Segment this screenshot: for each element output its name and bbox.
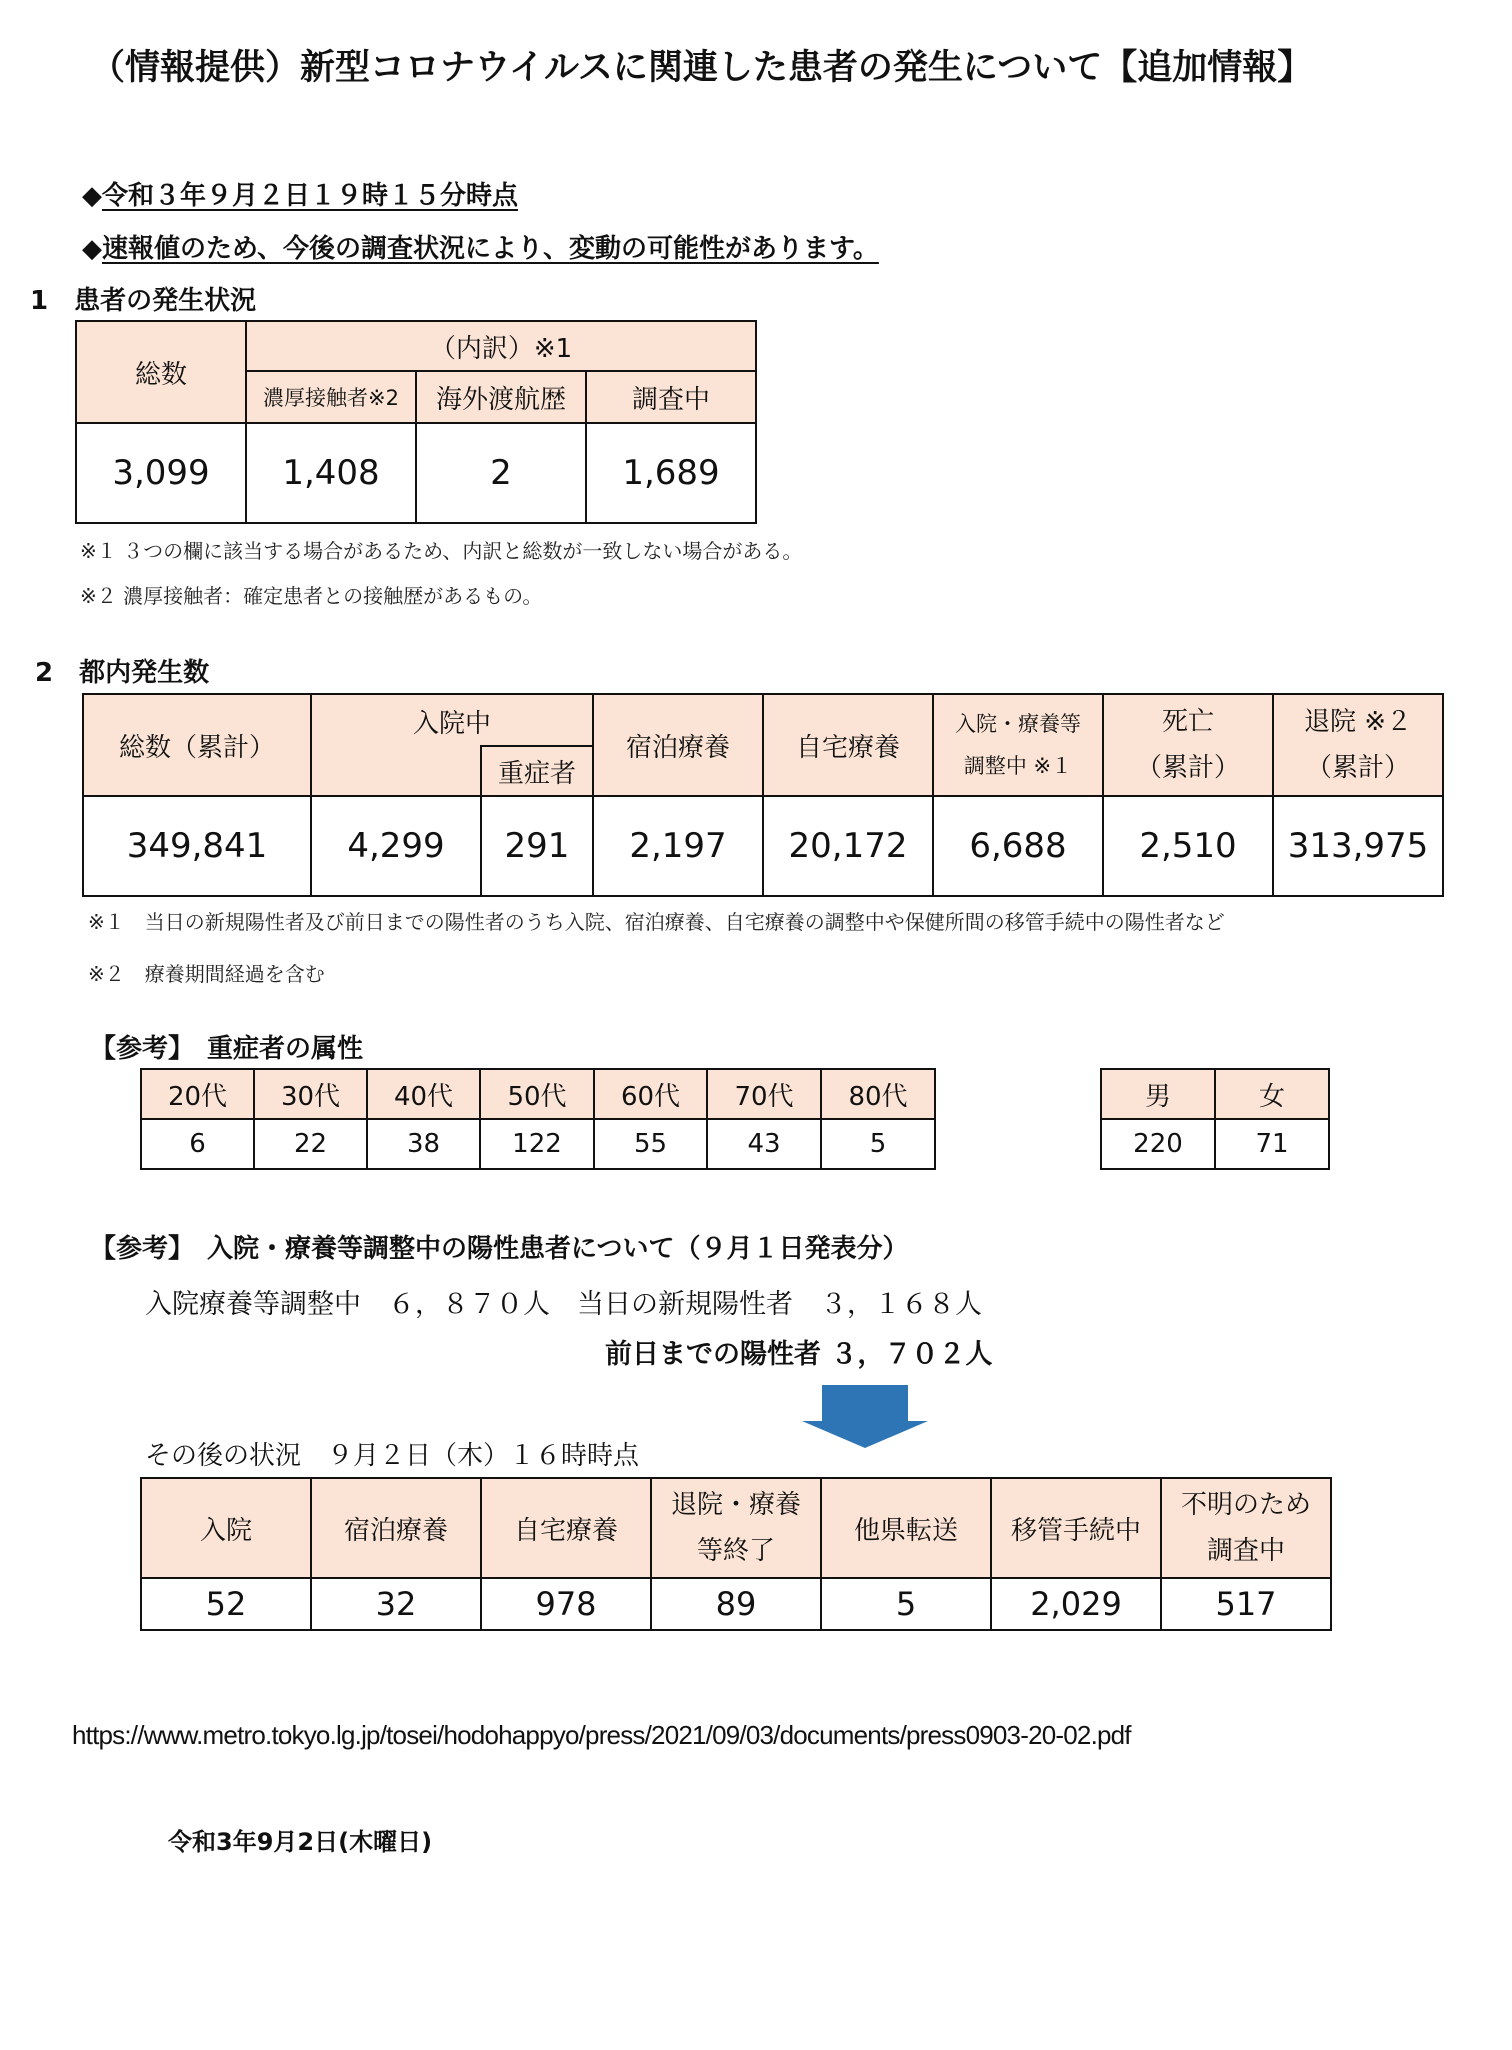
hotel-care-value: 2,197 — [593, 796, 763, 896]
asof-text: 令和３年９月２日１９時１５分時点 — [102, 181, 519, 211]
after-status-header — [1161, 1478, 1331, 1578]
footnote: ※１ 当日の新規陽性者及び前日までの陽性者のうち入院、宿泊療養、自宅療養の調整中や保健所間の移管手続中の陽性者など — [88, 910, 1225, 934]
diamond-icon: ◆ — [82, 181, 102, 211]
age-header: 40代 — [367, 1069, 480, 1119]
age-value: 5 — [821, 1119, 935, 1169]
after-status-value: 517 — [1161, 1578, 1331, 1630]
footnote: ※１ ３つの欄に該当する場合があるため、内訳と総数が一致しない場合がある。 — [80, 539, 803, 563]
after-status-value: 5 — [821, 1578, 991, 1630]
overseas-header: 海外渡航歴 — [416, 371, 586, 423]
age-value: 22 — [254, 1119, 367, 1169]
prelim-text: 速報値のため、今後の調査状況により、変動の可能性があります。 — [102, 234, 879, 264]
prelim-note — [82, 228, 879, 265]
patient-status-table — [75, 320, 757, 524]
age-header: 30代 — [254, 1069, 367, 1119]
after-status-value: 978 — [481, 1578, 651, 1630]
after-status-label: その後の状況 ９月２日（木）１６時時点 — [145, 1441, 640, 1471]
close-contact-header: 濃厚接触者※2 — [246, 371, 416, 423]
diamond-icon: ◆ — [82, 234, 102, 264]
sex-header: 男 — [1101, 1069, 1215, 1119]
severe-sex-table — [1100, 1068, 1330, 1170]
after-status-value: 52 — [141, 1578, 311, 1630]
adjusting-header — [933, 694, 1103, 796]
adjusting-patients-heading: 【参考】 入院・療養等調整中の陽性患者について（９月１日発表分） — [90, 1234, 909, 1264]
home-care-value: 20,172 — [763, 796, 933, 896]
after-status-header: 自宅療養 — [481, 1478, 651, 1578]
severe-header: 重症者 — [481, 746, 593, 796]
age-header: 50代 — [480, 1069, 594, 1119]
section2-heading: 2 都内発生数 — [35, 658, 210, 688]
after-status-table — [140, 1477, 1332, 1631]
severe-age-table — [140, 1068, 936, 1170]
cumulative-total-header: 総数（累計） — [83, 694, 311, 796]
after-status-header: 移管手続中 — [991, 1478, 1161, 1578]
after-status-header: 他県転送 — [821, 1478, 991, 1578]
age-header: 70代 — [707, 1069, 821, 1119]
sex-header: 女 — [1215, 1069, 1329, 1119]
severe-attributes-heading: 【参考】 重症者の属性 — [90, 1034, 364, 1064]
overseas-value: 2 — [416, 423, 586, 523]
hotel-care-header: 宿泊療養 — [593, 694, 763, 796]
down-arrow-icon — [800, 1385, 930, 1450]
discharge-header — [1273, 694, 1443, 796]
age-header: 80代 — [821, 1069, 935, 1119]
total-value: 3,099 — [76, 423, 246, 523]
discharge-value: 313,975 — [1273, 796, 1443, 896]
age-value: 6 — [141, 1119, 254, 1169]
age-header: 20代 — [141, 1069, 254, 1119]
death-header-line2: （累計） — [1136, 753, 1241, 783]
after-status-header-line: 不明のため — [1180, 1490, 1311, 1520]
after-status-header: 宿泊療養 — [311, 1478, 481, 1578]
after-status-header-line: 等終了 — [696, 1536, 775, 1566]
home-care-header: 自宅療養 — [763, 694, 933, 796]
document-date: 令和3年9月2日(木曜日) — [168, 1828, 433, 1856]
age-value: 43 — [707, 1119, 821, 1169]
sex-value: 220 — [1101, 1119, 1215, 1169]
breakdown-header: （内訳）※1 — [246, 321, 756, 371]
investigating-value: 1,689 — [586, 423, 756, 523]
after-status-header-line: 調査中 — [1206, 1536, 1285, 1566]
after-status-header-line: 退院・療養 — [670, 1490, 801, 1520]
previous-day-positive-line: 前日までの陽性者 ３，７０２人 — [605, 1339, 993, 1370]
section1-heading: 1 患者の発生状況 — [30, 286, 257, 316]
hospitalized-value: 4,299 — [311, 796, 481, 896]
death-header — [1103, 694, 1273, 796]
footnote: ※２ 濃厚接触者：確定患者との接触歴があるもの。 — [80, 584, 543, 608]
death-header-line1: 死亡 — [1162, 707, 1215, 737]
hospitalized-header: 入院中 — [311, 694, 593, 746]
source-url: https://www.metro.tokyo.lg.jp/tosei/hodohappyo/press/2021/09/03/documents/press0903-20-02.pdf — [72, 1720, 1131, 1750]
sex-value: 71 — [1215, 1119, 1329, 1169]
after-status-value: 2,029 — [991, 1578, 1161, 1630]
adjusting-value: 6,688 — [933, 796, 1103, 896]
after-status-header — [651, 1478, 821, 1578]
age-header: 60代 — [594, 1069, 707, 1119]
adjusting-header-line2: 調整中 ※１ — [963, 754, 1073, 778]
severe-value: 291 — [481, 796, 593, 896]
tokyo-cases-table — [82, 693, 1444, 897]
after-status-value: 89 — [651, 1578, 821, 1630]
discharge-header-line2: （累計） — [1306, 753, 1411, 783]
discharge-header-line1: 退院 ※２ — [1303, 707, 1413, 737]
hospitalized-spacer — [311, 746, 481, 796]
total-header: 総数 — [76, 321, 246, 423]
asof-note — [82, 175, 518, 212]
after-status-value: 32 — [311, 1578, 481, 1630]
page-title: （情報提供）新型コロナウイルスに関連した患者の発生について【追加情報】 — [90, 48, 1313, 88]
adjusting-summary-line: 入院療養等調整中 ６，８７０人 当日の新規陽性者 ３，１６８人 — [145, 1289, 982, 1320]
footnote: ※２ 療養期間経過を含む — [88, 962, 325, 986]
after-status-header: 入院 — [141, 1478, 311, 1578]
death-value: 2,510 — [1103, 796, 1273, 896]
age-value: 55 — [594, 1119, 707, 1169]
age-value: 38 — [367, 1119, 480, 1169]
close-contact-value: 1,408 — [246, 423, 416, 523]
age-value: 122 — [480, 1119, 594, 1169]
adjusting-header-line1: 入院・療養等 — [955, 712, 1082, 736]
investigating-header: 調査中 — [586, 371, 756, 423]
cumulative-total-value: 349,841 — [83, 796, 311, 896]
